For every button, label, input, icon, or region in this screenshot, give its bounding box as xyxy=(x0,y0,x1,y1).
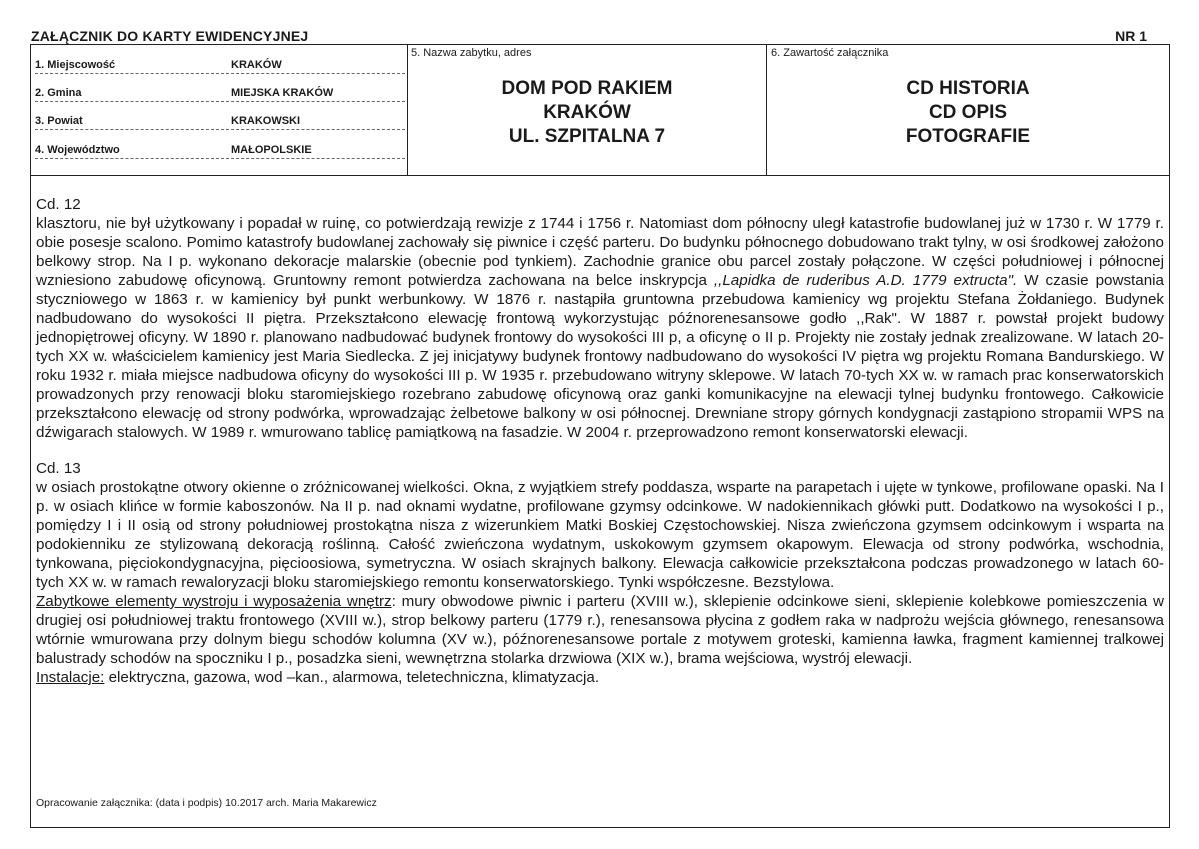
paragraph-text: : mury obwodowe piwnic i parteru (XVIII w.), sklepienie odcinkowe sieni, sklepienie kolebkowe pomieszczenia w drugiej osi południowej traktu frontowego (XVIII w.), strop belkowy parteru (1779 r.), renesansowa płycina z godłem raka w nadprożu wejścia głównego, renesansowa wtórnie wmurowana przy dolnym biegu schodów kolumna (XV w.), późnorenesansowe portale z motywem groteski, kamienna ławka, fragment kamiennej tralkowej balustrady schodów na spoczniku I p., posadzka sieni, wewnętrzna stolarka drzwiowa (XIX w.), brama wejściowa, wystrój elewacji. xyxy=(36,593,1164,667)
document-title: ZAŁĄCZNIK DO KARTY EWIDENCYJNEJ xyxy=(31,28,309,44)
location-row-county xyxy=(35,111,405,130)
monument-name xyxy=(408,77,766,149)
monument-line: DOM POD RAKIEM xyxy=(501,78,673,99)
section-paragraph xyxy=(36,668,1164,687)
paragraph-gap xyxy=(36,442,1164,459)
form-frame xyxy=(30,44,1170,828)
monument-line: KRAKÓW xyxy=(543,102,631,123)
location-value: KRAKOWSKI xyxy=(231,115,301,127)
contents-list xyxy=(767,77,1169,149)
paragraph-text: elektryczna, gazowa, wod –kan., alarmowa, teletechniczna, klimatyzacja. xyxy=(104,669,600,686)
contents-label: 6. Zawartość załącznika xyxy=(771,47,889,59)
location-row-commune xyxy=(35,83,405,102)
location-label: 4. Województwo xyxy=(35,144,120,156)
monument-label: 5. Nazwa zabytku, adres xyxy=(411,47,532,59)
paragraph-text: klasztoru, nie był użytkowany i popadał w ruinę, co potwierdzają rewizje z 1744 i 1756 r. Natomiast dom północny uległ katastrofie budowlanej już w 1730 r. W 1779 r. obie posesje scalono. Pomimo katastrofy budowlanej zachowały się piwnice i część parteru. Do budynku północnego dobudowano trakt tylny, w osi środkowej założono belkowy strop. Na I p. wykonano dekoracje malarskie (obecnie pod tynkiem). Zachodnie granice obu parcel zostały połączone. W części południowej i północnej wzniesiono zabudowę oficynową. Gruntowny remont potwierdza zachowana na belce inskrypcja xyxy=(36,215,1164,289)
contents-line: CD OPIS xyxy=(928,102,1008,123)
contents-line: FOTOGRAFIE xyxy=(905,126,1031,147)
location-value: KRAKÓW xyxy=(231,59,282,71)
paragraph-text: W czasie powstania styczniowego w 1863 r. w kamienicy był punkt werbunkowy. W 1876 r. nastąpiła gruntowna przebudowa kamienicy wg projektu Stefana Żołdaniego. Budynek nadbudowano do wysokości II piętra. Przekształcono elewację frontową wykorzystując późnorenesansowe godło ,,Rak". W 1887 r. powstał projekt budowy jednopiętrowej oficyny. W 1890 r. planowano nadbudować budynek frontowy do wysokości III p, a oficynę o II p. Projekty nie zostały jednak zrealizowane. W latach 20-tych XX w. właścicielem kamienicy jest Maria Siedlecka. Z jej inicjatywy budynek frontowy nadbudowano do wysokości IV piętra wg projektu Romana Bandurskiego. W roku 1932 r. miała miejsce nadbudowa oficyny do wysokości III p. W 1935 r. przebudowano witryny sklepowe. W latach 70-tych XX w. w ramach prac konserwatorskich prowadzonych przy renowacji bloku staromiejskiego rozebrano zabudowę oficynową oraz ganki komunikacyjne na elewacji tylnej budynku frontowego. Całkowicie przekształcono elewację od strony podwórka, wprowadzając żelbetowe balkony w osi północnej. Drewniane stropy górnych kondygnacji zastąpiono stropamii WPS na dźwigarach stalowych. W 1989 r. wmurowano tablicę pamiątkową na fasadzie. W 2004 r. przeprowadzono remont konserwatorski elewacji. xyxy=(36,272,1164,441)
location-row-voivodeship xyxy=(35,140,405,159)
section-heading: Cd. 13 xyxy=(36,460,81,477)
document-number: NR 1 xyxy=(1115,28,1147,44)
contents-line: CD HISTORIA xyxy=(906,78,1030,99)
monument-line: UL. SZPITALNA 7 xyxy=(508,126,666,147)
section-paragraph: w osiach prostokątne otwory okienne o zróżnicowanej wielkości. Okna, z wyjątkiem strefy poddasza, wsparte na parapetach i ujęte w tynkowe, profilowane opaski. Na I p. w osiach klińce w formie kaboszonów. Na II p. nad oknami wydatne, profilowane gzymsy odcinkowe. W nadokiennikach główki putt. Dodatkowo na wysokości I p., pomiędzy I i II osią od strony południowej prostokątna nisza z wizerunkiem Matki Boskiej Częstochowskiej. Nisza zwieńczona gzymsem odcinkowym i wsparta na podokienniku ze stylizowaną dekoracją roślinną. Całość zwieńczona wydatnym, uskokowym gzymsem okapowym. Elewacja od strony podwórka, wschodnia, tynkowana, pięciokondygnacyjna, pięcioosiowa, symetryczna. W osiach skrajnych balkony. Elewacja całkowicie przekształcona podczas prowadzonego w latach 60-tych XX w. w ramach rewaloryzacji bloku staromiejskiego remontu konserwatorskiego. Tynki współczesne. Bezstylowa. xyxy=(36,479,1164,591)
location-label: 1. Miejscowość xyxy=(35,59,116,71)
location-label: 2. Gmina xyxy=(35,87,82,99)
location-label: 3. Powiat xyxy=(35,115,83,127)
body-text xyxy=(36,195,1164,687)
elements-label: Zabytkowe elementy wystroju i wyposażenia wnętrz xyxy=(36,593,392,610)
location-row-town xyxy=(35,55,405,74)
inscription-quote: ,,Lapidka de ruderibus A.D. 1779 extructa". xyxy=(713,272,1018,289)
section-paragraph xyxy=(36,592,1164,668)
form-header xyxy=(31,45,1169,176)
footer-signature: Opracowanie załącznika: (data i podpis) 10.2017 arch. Maria Makarewicz xyxy=(36,797,377,809)
location-value: MIEJSKA KRAKÓW xyxy=(231,87,334,99)
installations-label: Instalacje: xyxy=(36,669,105,686)
section-paragraph xyxy=(36,214,1164,442)
section-heading: Cd. 12 xyxy=(36,196,81,213)
location-value: MAŁOPOLSKIE xyxy=(231,144,312,156)
